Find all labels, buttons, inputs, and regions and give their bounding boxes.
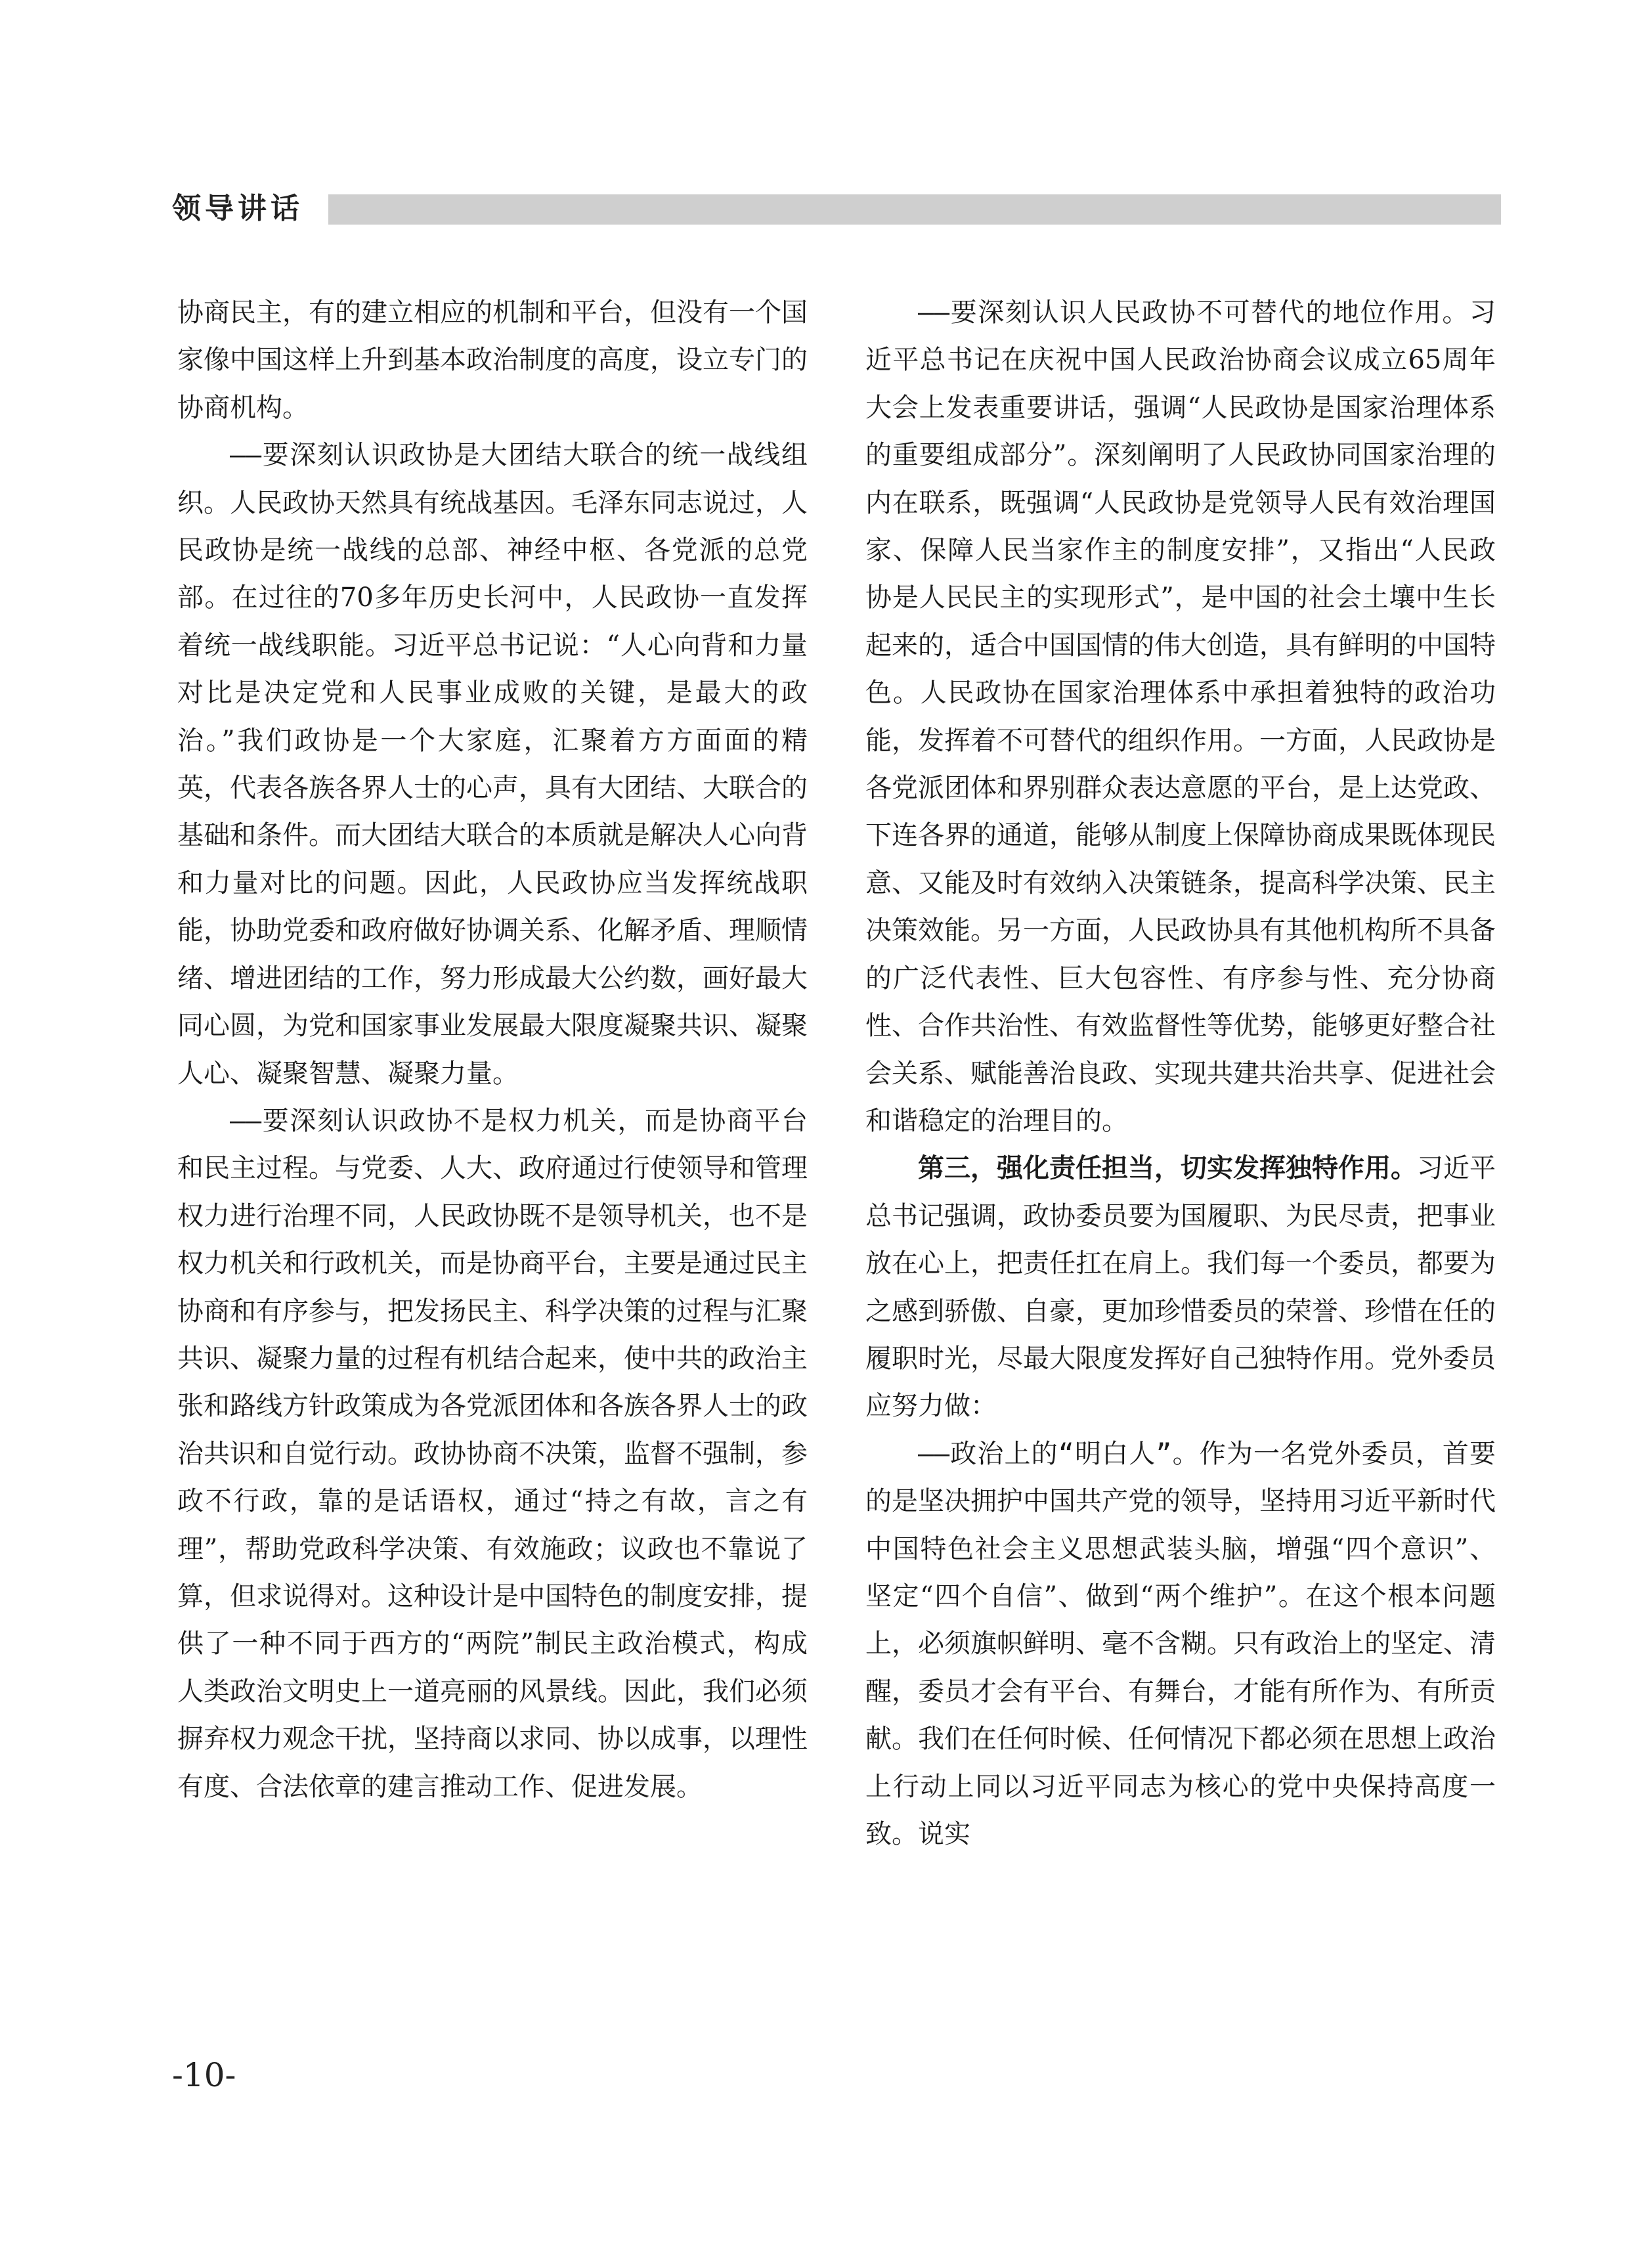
section-heading: 第三，强化责任担当，切实发挥独特作用。 [918, 1153, 1417, 1184]
paragraph [177, 431, 808, 1097]
left-column [177, 289, 808, 1810]
subheading: ——要深刻认识政协不是权力机关，而是协商平台和民主过程。 [177, 1105, 808, 1184]
paragraph-text: 习近平总书记强调，政协委员要为国履职、为民尽责，把事业放在心上，把责任扛在肩上。我们每一个委员，都要为之感到骄傲、自豪，更加珍惜委员的荣誉、珍惜在任的履职时光，尽最大限度发挥好自己独特作用。党外委员应努力做： [865, 1153, 1496, 1422]
subheading: ——要深刻认识政协是大团结大联合的统一战线组织。 [177, 440, 808, 518]
subheading: ——政治上的“明白人”。 [918, 1438, 1200, 1469]
paragraph [865, 1430, 1496, 1858]
paragraph [865, 1145, 1496, 1430]
page-header [172, 186, 1501, 230]
paragraph-text: 协商民主，有的建立相应的机制和平台，但没有一个国家像中国这样上升到基本政治制度的高度，设立专门的协商机构。 [177, 297, 808, 423]
paragraph-text: 人民政协天然具有统战基因。毛泽东同志说过，人民政协是统一战线的总部、神经中枢、各党派的总党部。在过往的70多年历史长河中，人民政协一直发挥着统一战线职能。习近平总书记说：“人心向背和力量对比是决定党和人民事业成败的关键，是最大的政治。”我们政协是一个大家庭，汇聚着方方面面的精英，代表各族各界人士的心声，具有大团结、大联合的基础和条件。而大团结大联合的本质就是解决人心向背和力量对比的问题。因此，人民政协应当发挥统战职能，协助党委和政府做好协调关系、化解矛盾、理顺情绪、增进团结的工作，努力形成最大公约数，画好最大同心圆，为党和国家事业发展最大限度凝聚共识、凝聚人心、凝聚智慧、凝聚力量。 [177, 487, 808, 1089]
paragraph [177, 1097, 808, 1810]
paragraph-text: 习近平总书记在庆祝中国人民政治协商会议成立65周年大会上发表重要讲话，强调“人民政协是国家治理体系的重要组成部分”。深刻阐明了人民政协同国家治理的内在联系，既强调“人民政协是党领导人民有效治理国家、保障人民当家作主的制度安排”，又指出“人民政协是人民民主的实现形式”，是中国的社会土壤中生长起来的，适合中国国情的伟大创造，具有鲜明的中国特色。人民政协在国家治理体系中承担着独特的政治功能，发挥着不可替代的组织作用。一方面，人民政协是各党派团体和界别群众表达意愿的平台，是上达党政、下连各界的通道，能够从制度上保障协商成果既体现民意、又能及时有效纳入决策链条，提高科学决策、民主决策效能。另一方面，人民政协具有其他机构所不具备的广泛代表性、巨大包容性、有序参与性、充分协商性、合作共治性、有效监督性等优势，能够更好整合社会关系、赋能善治良政、实现共建共治共享、促进社会和谐稳定的治理目的。 [865, 297, 1496, 1136]
paragraph-text: 与党委、人大、政府通过行使领导和管理权力进行治理不同，人民政协既不是领导机关，也不是权力机关和行政机关，而是协商平台，主要是通过民主协商和有序参与，把发扬民主、科学决策的过程与汇聚共识、凝聚力量的过程有机结合起来，使中共的政治主张和路线方针政策成为各党派团体和各族各界人士的政治共识和自觉行动。政协协商不决策，监督不强制，参政不行政，靠的是话语权，通过“持之有故，言之有理”，帮助党政科学决策、有效施政；议政也不靠说了算，但求说得对。这种设计是中国特色的制度安排，提供了一种不同于西方的“两院”制民主政治模式，构成人类政治文明史上一道亮丽的风景线。因此，我们必须摒弃权力观念干扰，坚持商以求同、协以成事，以理性有度、合法依章的建言推动工作、促进发展。 [177, 1153, 808, 1802]
subheading: ——要深刻认识人民政协不可替代的地位作用。 [918, 297, 1469, 328]
right-column [865, 289, 1496, 1858]
paragraph [177, 289, 808, 431]
paragraph [865, 289, 1496, 1145]
header-bar [328, 194, 1501, 225]
paragraph-text: 作为一名党外委员，首要的是坚决拥护中国共产党的领导，坚持用习近平新时代中国特色社会主义思想武装头脑，增强“四个意识”、坚定“四个自信”、做到“两个维护”。在这个根本问题上，必须旗帜鲜明、毫不含糊。只有政治上的坚定、清醒，委员才会有平台、有舞台，才能有所作为、有所贡献。我们在任何时候、任何情况下都必须在思想上政治上行动上同以习近平同志为核心的党中央保持高度一致。说实 [865, 1438, 1496, 1849]
section-title: 领导讲话 [172, 192, 303, 225]
page-number: -10- [172, 2056, 236, 2094]
